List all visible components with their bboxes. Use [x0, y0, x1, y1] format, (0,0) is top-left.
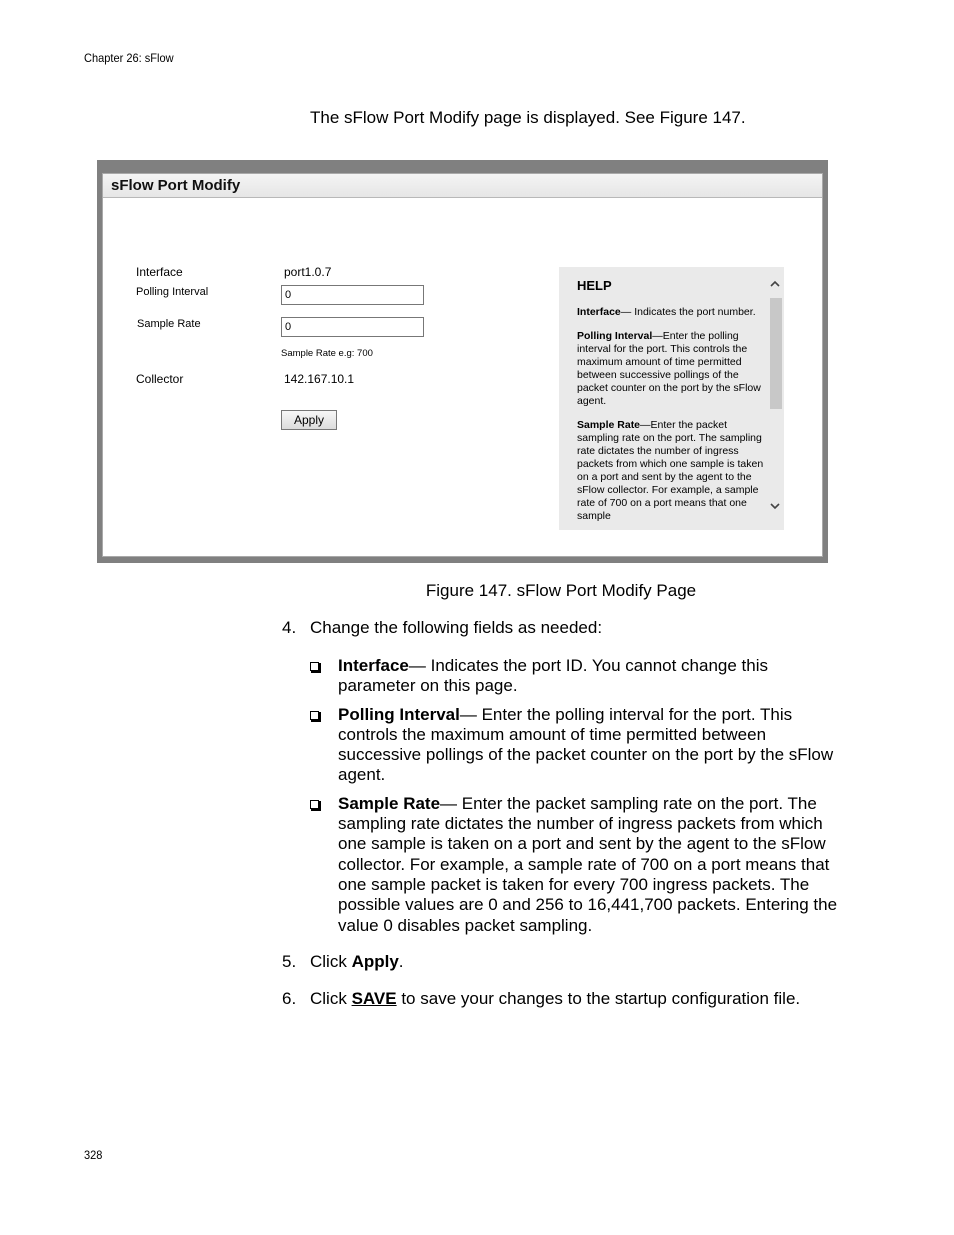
- intro-paragraph: The sFlow Port Modify page is displayed. See Figure 147.: [310, 108, 746, 127]
- bullet-polling-interval: Polling Interval— Enter the polling interval for the port. This controls the maximum amount of time permitted between successive pollings of the packet counter on the port by the sFlow agent.: [310, 705, 850, 786]
- help-item-polling-interval: Polling Interval—Enter the polling interval for the port. This controls the maximum amount of time permitted between successive pollings of the packet counter on the port by the sFlow agent.: [577, 330, 761, 407]
- apply-button[interactable]: Apply: [281, 410, 337, 430]
- help-item-sample-rate: Sample Rate—Enter the packet sampling rate on the port. The sampling rate dictates the number of ingress packets from which one sample is taken on a port and sent by the agent to the sFlow collector. For example, a sample rate of 700 on a port means that one sample: [577, 419, 764, 522]
- bullet-sample-rate: Sample Rate— Enter the packet sampling rate on the port. The sampling rate dictates the number of ingress packets from which one sample is taken on a port and sent by the agent to the sFlow collector. For example, a sample rate of 700 on a port means that one sample packet is taken for every 700 ingress packets. The possible values are 0 and 256 to 16,441,700 packets. Entering the value 0 disables packet sampling.: [310, 794, 850, 936]
- polling-interval-input[interactable]: [281, 285, 424, 305]
- screenshot-frame: [97, 160, 828, 563]
- sample-rate-input[interactable]: [281, 317, 424, 337]
- help-content: [577, 279, 767, 530]
- bullet-interface: Interface— Indicates the port ID. You cannot change this parameter on this page.: [310, 656, 850, 697]
- checkbox-bullet-icon: [310, 711, 319, 720]
- page-number: 328: [84, 1148, 103, 1162]
- figure-caption: Figure 147. sFlow Port Modify Page: [425, 581, 697, 600]
- interface-label: Interface: [136, 265, 183, 279]
- checkbox-bullet-icon: [310, 662, 319, 671]
- checkbox-bullet-icon: [310, 800, 319, 809]
- sample-rate-label: Sample Rate: [137, 318, 201, 330]
- save-link[interactable]: SAVE: [351, 989, 397, 1008]
- collector-label: Collector: [136, 372, 184, 386]
- sample-rate-hint: Sample Rate e.g: 700: [281, 348, 373, 359]
- field-bullet-list: [310, 656, 850, 944]
- step-4: 4. Change the following fields as needed:: [282, 618, 603, 637]
- help-item-interface: Interface— Indicates the port number.: [577, 306, 756, 318]
- polling-interval-label: Polling Interval: [136, 286, 209, 298]
- scrollbar-thumb[interactable]: [770, 298, 782, 409]
- collector-value: 142.167.10.1: [284, 372, 355, 386]
- chevron-up-icon[interactable]: [768, 278, 782, 292]
- help-title: HELP: [577, 278, 612, 293]
- chevron-down-icon[interactable]: [768, 500, 782, 514]
- sflow-port-modify-panel: [102, 173, 823, 557]
- chapter-header: Chapter 26: sFlow: [84, 51, 174, 65]
- panel-title: sFlow Port Modify: [103, 174, 822, 198]
- interface-value: port1.0.7: [284, 265, 332, 279]
- help-scrollbar[interactable]: [766, 267, 784, 530]
- step-6: 6. Click SAVE to save your changes to the startup configuration file.: [282, 989, 801, 1008]
- step-5: 5. Click Apply.: [282, 952, 404, 971]
- help-pane[interactable]: [559, 267, 784, 530]
